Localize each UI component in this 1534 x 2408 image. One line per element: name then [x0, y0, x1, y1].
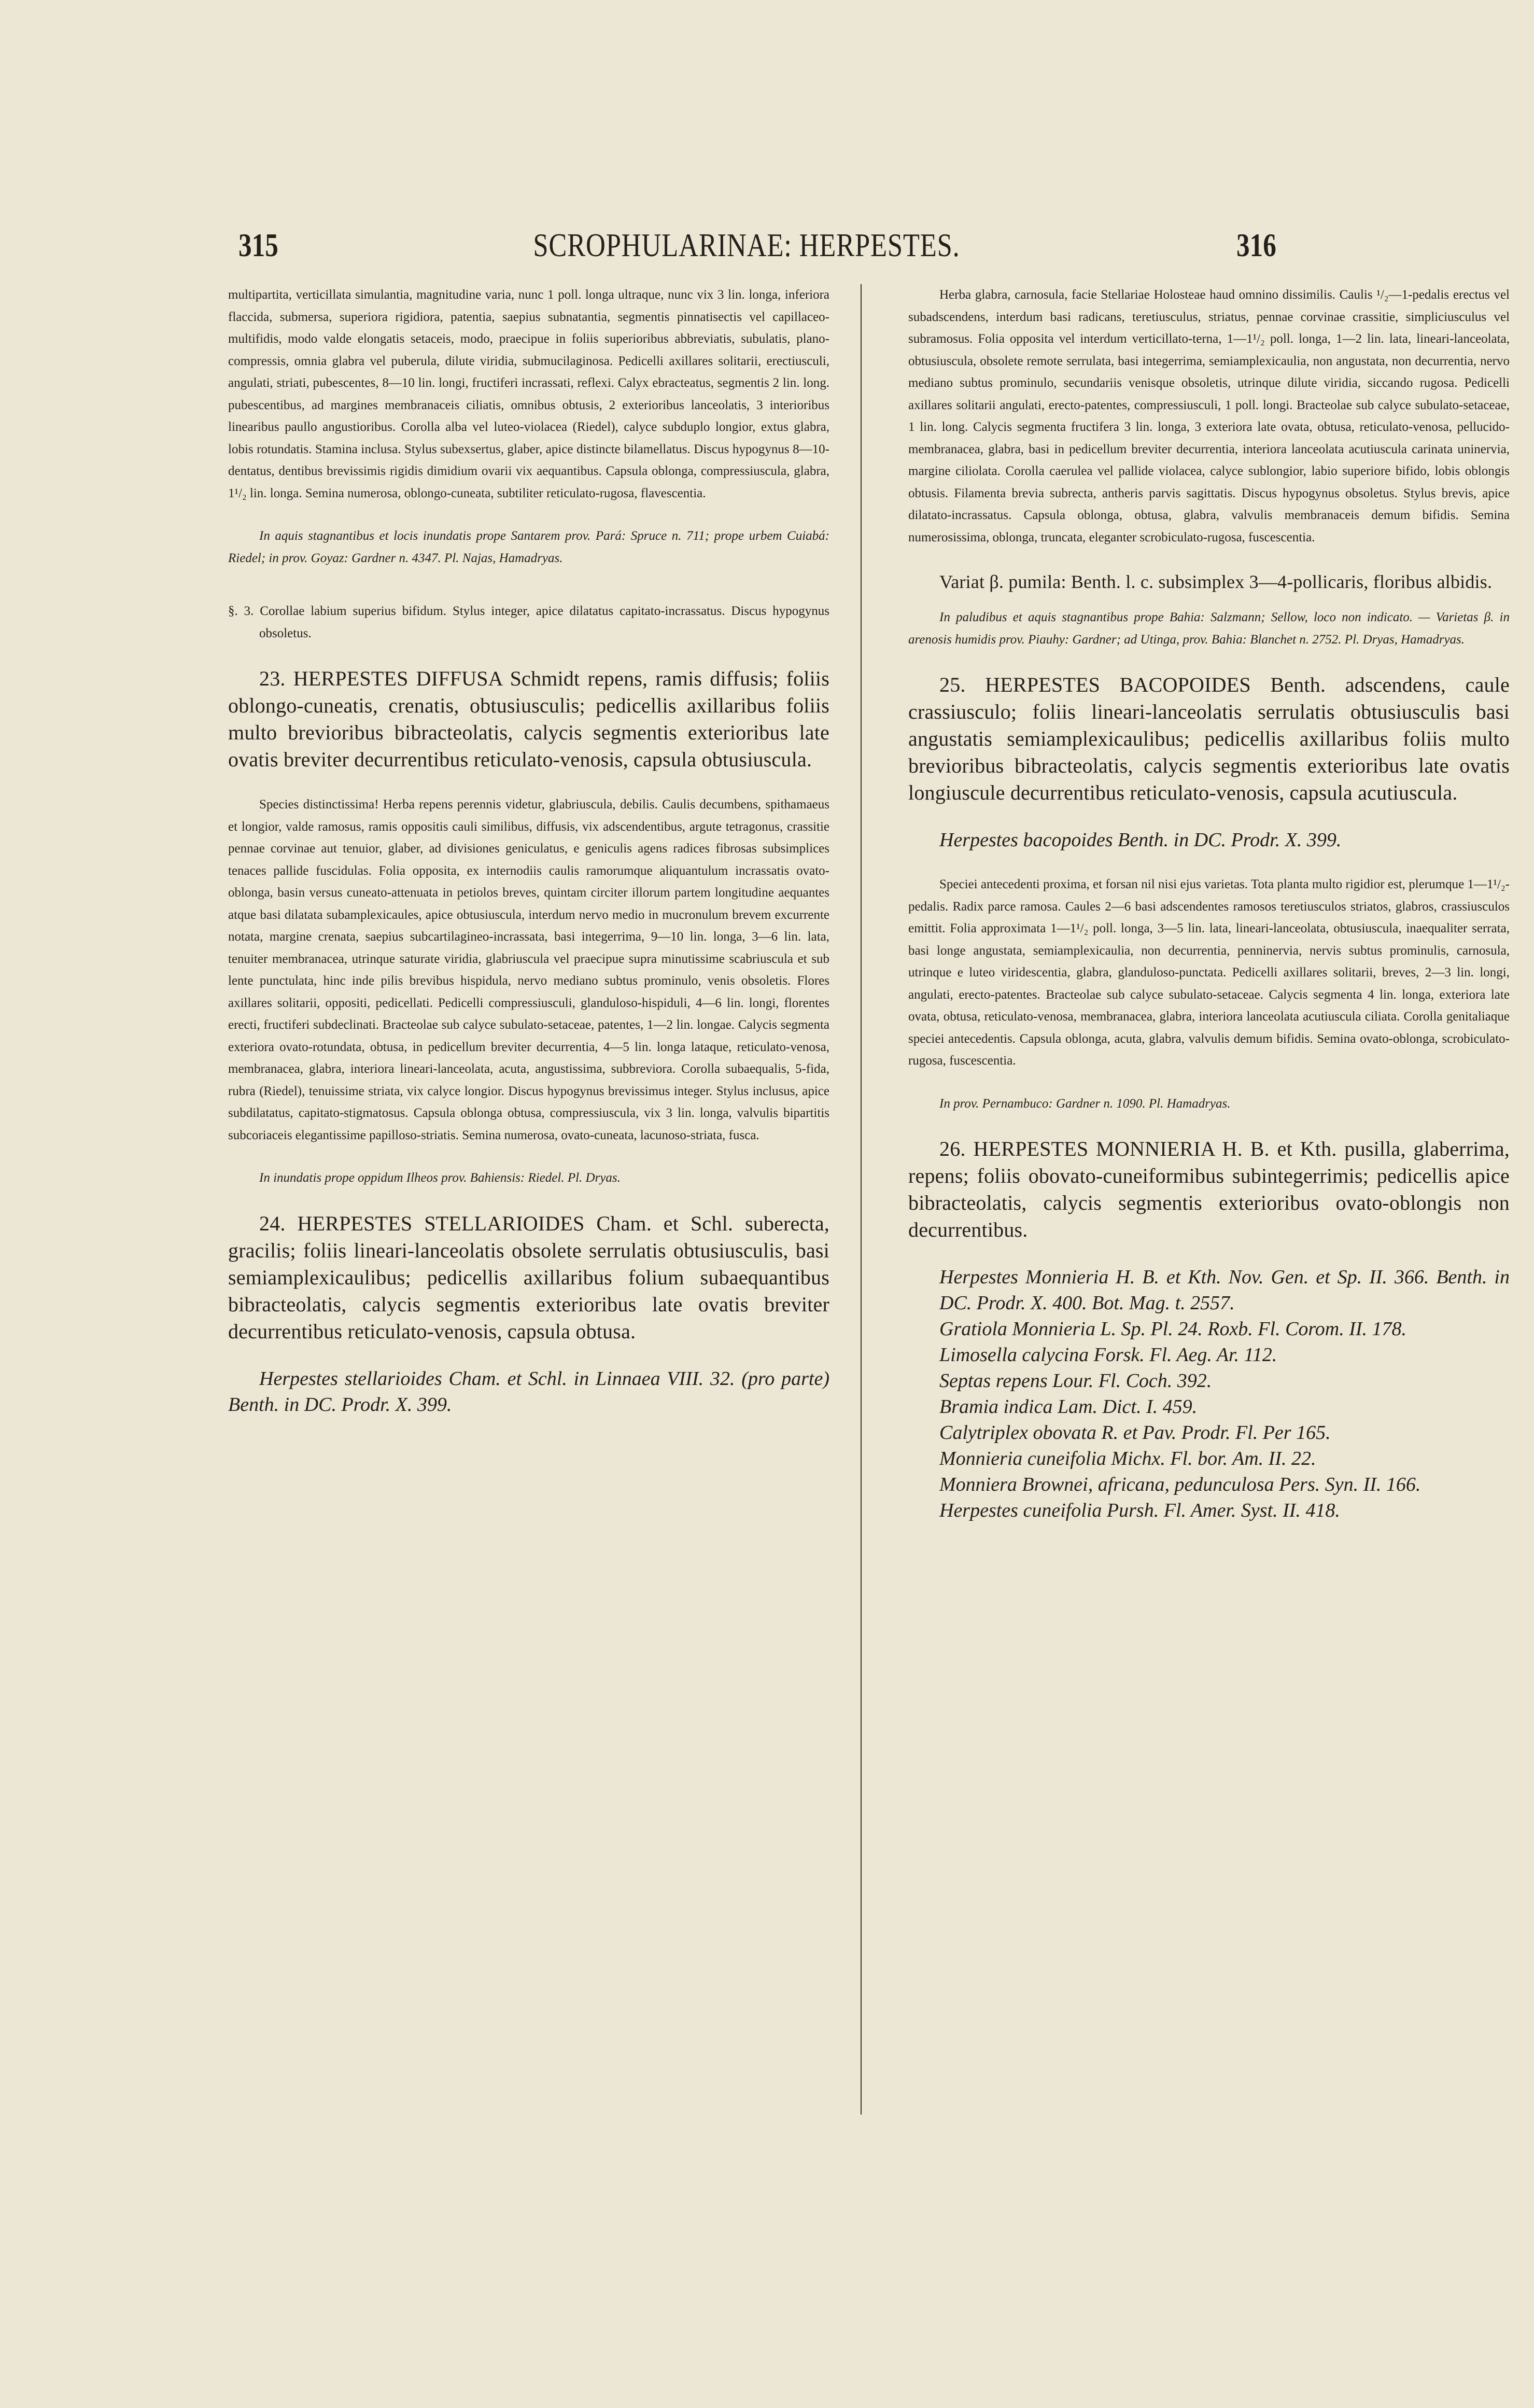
column-divider [861, 284, 862, 2115]
running-title: SCROPHULARINAE: HERPESTES. [533, 227, 960, 263]
locality-22: In aquis stagnantibus et locis inundatis prope Santarem prov. Pará: Spruce n. 711; prope urbem Cuiabá: Riedel; in prov. Goyaz: Gardner n. 4347. Pl. Najas, Hamadryas. [228, 529, 829, 565]
section-3-diagnosis: §. 3. Corollae labium superius bifidum. Stylus integer, apice dilatatus capitato-incrassatus. Discus hypogynus obsoletus. [228, 604, 829, 640]
synonym-line: Herpestes cuneifolia Pursh. Fl. Amer. Syst. II. 418. [939, 1500, 1340, 1521]
variety-beta: Variat β. pumila: Benth. l. c. subsimplex 3—4-pollicaris, floribus albidis. [939, 571, 1493, 592]
species-24-description: Herba glabra, carnosula, facie Stellariae Holosteae haud omnino dissimilis. Caulis ¹/₂—1-pedalis erectus vel subadscendens, interdum basi radicans, teretiusculus, striatus, pennae corvinae crassitie, simpliciusculus vel subramosus. Folia opposita vel interdum verticillato-terna, 1—1¹/₂ poll. longa, 1—2 lin. lata, lineari-lanceolata, obtusiuscula, obsolete remote serrulata, basi integerrima, semiamplexicaulia, non angustata, non decurrentia, nervo mediano subtus prominulo, secundariis venisque obsoletis, utrinque dilute viridia, siccando rugosa. Pedicelli axillares solitarii angulati, erecto-patentes, compressiusculi, 1 poll. longi. Bracteolae sub calyce subulato-setaceae, 1 lin. long. Calycis segmenta fructifera 3 lin. longa, 3 exteriora late ovata, obtusa, reticulato-venosa, pellucido-membranacea, glabra, basi in pedicellum breviter decurrentia, interiora lanceolata acutiuscula carinata uninervia, margine ciliolata. Corolla caerulea vel pallide violacea, calyce sublongior, labio superiore bifido, lobis oblongis obtusis. Filamenta brevia subrecta, antheris parvis sagittatis. Discus hypogynus obsoletus. Stylus brevis, apice dilatato-incrassatus. Capsula oblonga, obtusa, glabra, valvulis membranaceis demum bifidis. Semina numerosissima, oblonga, truncata, eleganter scrobiculato-rugosa, fuscescentia. [908, 288, 1510, 544]
left-column [228, 284, 829, 1418]
species-23-heading: 23. HERPESTES DIFFUSA Schmidt repens, ramis diffusis; foliis oblongo-cuneatis, crenatis, obtusiusculis; pedicellis axillaribus foliis multo brevioribus bibracteolatis, calycis segmentis exterioribus late ovatis breviter decurrentibus reticulato-venosis, capsula obtusiuscula. [228, 667, 829, 771]
continued-description: multipartita, verticillata simulantia, magnitudine varia, nunc 1 poll. longa ultraque, nunc vix 3 lin. longa, inferiora flaccida, submersa, superiora rigidiora, patentia, saepius subnatantia, segmentis pinnatisectis vel capillaceo-multifidis, modo valde elongatis setaceis, modo, praecipue in foliis superioribus abbreviatis, subulatis, plano-compressis, omnia glabra vel puberula, dilute viridia, submucilaginosa. Pedicelli axillares solitarii, erectiusculi, angulati, striati, pubescentes, 8—10 lin. longi, fructiferi incrassati, reflexi. Calyx ebracteatus, segmentis 2 lin. long. pubescentibus, ad margines membranaceis ciliatis, omnibus obtusis, 2 exterioribus lanceolatis, 3 interioribus linearibus paullo angustioribus. Corolla alba vel luteo-violacea (Riedel), calyce subduplo longior, extus glabra, lobis rotundatis. Stamina inclusa. Stylus subexsertus, glaber, apice distincte bilamellatus. Discus hypogynus 8—10-dentatus, dentibus brevissimis rigidis dimidium ovarii vix aequantibus. Capsula oblonga, compressiuscula, glabra, 1¹/₂ lin. longa. Semina numerosa, oblongo-cuneata, subtiliter reticulato-rugosa, flavescentia. [228, 288, 829, 500]
page-number-right: 316 [1236, 227, 1276, 263]
species-25-heading: 25. HERPESTES BACOPOIDES Benth. adscendens, caule crassiusculo; foliis lineari-lanceolatis serrulatis obtusiusculis basi angustatis semiamplexicaulibus; pedicellis axillaribus foliis multo brevioribus bibracteolatis, calycis segmentis exterioribus late ovatis longiuscule decurrentibus reticulato-venosis, capsula acutiuscula. [908, 673, 1510, 804]
species-25-description: Speciei antecedenti proxima, et forsan nil nisi ejus varietas. Tota planta multo rigidior est, plerumque 1—1¹/₂-pedalis. Radix parce ramosa. Caules 2—6 basi adscendentes ramosos teretiusculos striatos, glabros, crassiusculos emittit. Folia approximata 1—1¹/₂ poll. longa, 3—5 lin. lata, lineari-lanceolata, obtusiuscula, inaequaliter serrata, basi longe angustata, semiamplexicaulia, non decurrentia, penninervia, nervis subtus prominulis, carnosula, utrinque e luteo viridescentia, glabra, glanduloso-punctata. Pedicelli axillares solitarii, breves, 2—3 lin. longi, angulati, erecto-patentes. Bracteolae sub calyce subulato-setaceae. Calycis segmenta 4 lin. longa, exteriora late ovata, obtusa, reticulato-venosa, membranacea, glabra, interiora lanceolata acutiuscula ciliata. Corolla genitaliaque speciei antecedentis. Capsula oblonga, acuta, glabra, valvulis demum bifidis. Semina ovato-oblonga, scrobiculato-rugosa, fuscescentia. [908, 877, 1510, 1068]
page-number-left: 315 [238, 227, 278, 263]
synonym-line: Bramia indica Lam. Dict. I. 459. [939, 1396, 1198, 1418]
species-26-synonymy [908, 1264, 1510, 1523]
synonym-line: Herpestes Monnieria H. B. et Kth. Nov. Gen. et Sp. II. 366. Benth. in DC. Prodr. X. 400. Bot. Mag. t. 2557. [939, 1266, 1510, 1314]
right-column [908, 284, 1510, 1523]
locality-25: In prov. Pernambuco: Gardner n. 1090. Pl. Hamadryas. [939, 1096, 1231, 1111]
species-24-synonymy: Herpestes stellarioides Cham. et Schl. in Linnaea VIII. 32. (pro parte) Benth. in DC. Prodr. X. 399. [228, 1367, 829, 1416]
synonym-line: Gratiola Monnieria L. Sp. Pl. 24. Roxb. Fl. Corom. II. 178. [939, 1318, 1407, 1340]
locality-24: In paludibus et aquis stagnantibus prope Bahia: Salzmann; Sellow, loco non indicato. — Varietas β. in arenosis humidis prov. Piauhy: Gardner; ad Utinga, prov. Bahia: Blanchet n. 2752. Pl. Dryas, Hamadryas. [908, 610, 1510, 647]
synonym-line: Monnieria cuneifolia Michx. Fl. bor. Am. II. 22. [939, 1448, 1316, 1469]
locality-23: In inundatis prope oppidum Ilheos prov. Bahiensis: Riedel. Pl. Dryas. [259, 1171, 621, 1185]
species-24-heading: 24. HERPESTES STELLARIOIDES Cham. et Schl. suberecta, gracilis; foliis lineari-lanceolatis obsolete serrulatis obtusiusculis, basi semiamplexicaulibus; pedicellis axillaribus folium subaequantibus bibracteolatis, calycis segmentis exterioribus late ovatis breviter decurrentibus reticulato-venosis, capsula obtusa. [228, 1211, 829, 1343]
synonym-line: Monniera Brownei, africana, pedunculosa Pers. Syn. II. 166. [939, 1474, 1421, 1495]
species-26-heading: 26. HERPESTES MONNIERIA H. B. et Kth. pusilla, glaberrima, repens; foliis obovato-cuneiformibus subintegerrimis; pedicellis apice bibracteolatis, calycis segmentis exterioribus ovato-oblongis non decurrentibus. [908, 1137, 1510, 1241]
synonym-line: Limosella calycina Forsk. Fl. Aeg. Ar. 112. [939, 1344, 1277, 1366]
species-23-description: Species distinctissima! Herba repens perennis videtur, glabriuscula, debilis. Caulis decumbens, spithamaeus et longior, valde ramosus, ramis oppositis cauli similibus, diffusis, vix adscendentibus, argute tetragonus, crassitie pennae corvinae aut tenuior, glaber, ad divisiones geniculatus, e geniculis agens radices fibrosas subsimplices tenaces pallide fuscidulas. Folia opposita, ex internodiis caulis ramorumque aliquantulum incrassatis ovato-oblonga, basin versus cuneato-attenuata in petiolos breves, quintam circiter illorum partem longitudine aequantes atque basi dilatata subamplexicaules, apice obtusiuscula, interdum nervo medio in mucronulum brevem excurrente notata, margine crenata, saepius subcartilagineo-incrassata, basi integerrima, 9—10 lin. longa, 3—6 lin. lata, tenuiter membranacea, utrinque saturate viridia, glabriuscula vel praecipue supra minutissime scabriuscula et sub lente punctulata, hinc inde pilis brevibus hispidula, nervo mediano subtus prominulo, venis obsoletis. Flores axillares solitarii, oppositi, pedicellati. Pedicelli compressiusculi, glanduloso-hispiduli, 4—6 lin. longi, florentes erecti, fructiferi subdeclinati. Bracteolae sub calyce subulato-setaceae, patentes, 1—2 lin. longae. Calycis segmenta exteriora ovato-rotundata, obtusa, in pedicellum breviter decurrentia, 4—5 lin. longa lataque, reticulato-venosa, membranacea, glabra, interiora lineari-lanceolata, acuta, angustissima, subbreviora. Corolla subaequalis, 5-fida, rubra (Riedel), tenuissime striata, vix calyce longior. Discus hypogynus brevissimus integer. Stylus inclusus, apice subdilatatus, capitato-stigmatosus. Capsula oblonga obtusa, compressiuscula, vix 3 lin. longa, valvulis bipartitis subcoriaceis elegantissime papilloso-striatis. Semina numerosa, ovato-cuneata, lacunoso-striata, fusca. [228, 797, 829, 1142]
species-25-synonymy: Herpestes bacopoides Benth. in DC. Prodr. X. 399. [939, 829, 1342, 851]
synonym-line: Calytriplex obovata R. et Pav. Prodr. Fl. Per 165. [939, 1422, 1331, 1444]
page-header [228, 226, 1291, 273]
synonym-line: Septas repens Lour. Fl. Coch. 392. [939, 1370, 1212, 1392]
